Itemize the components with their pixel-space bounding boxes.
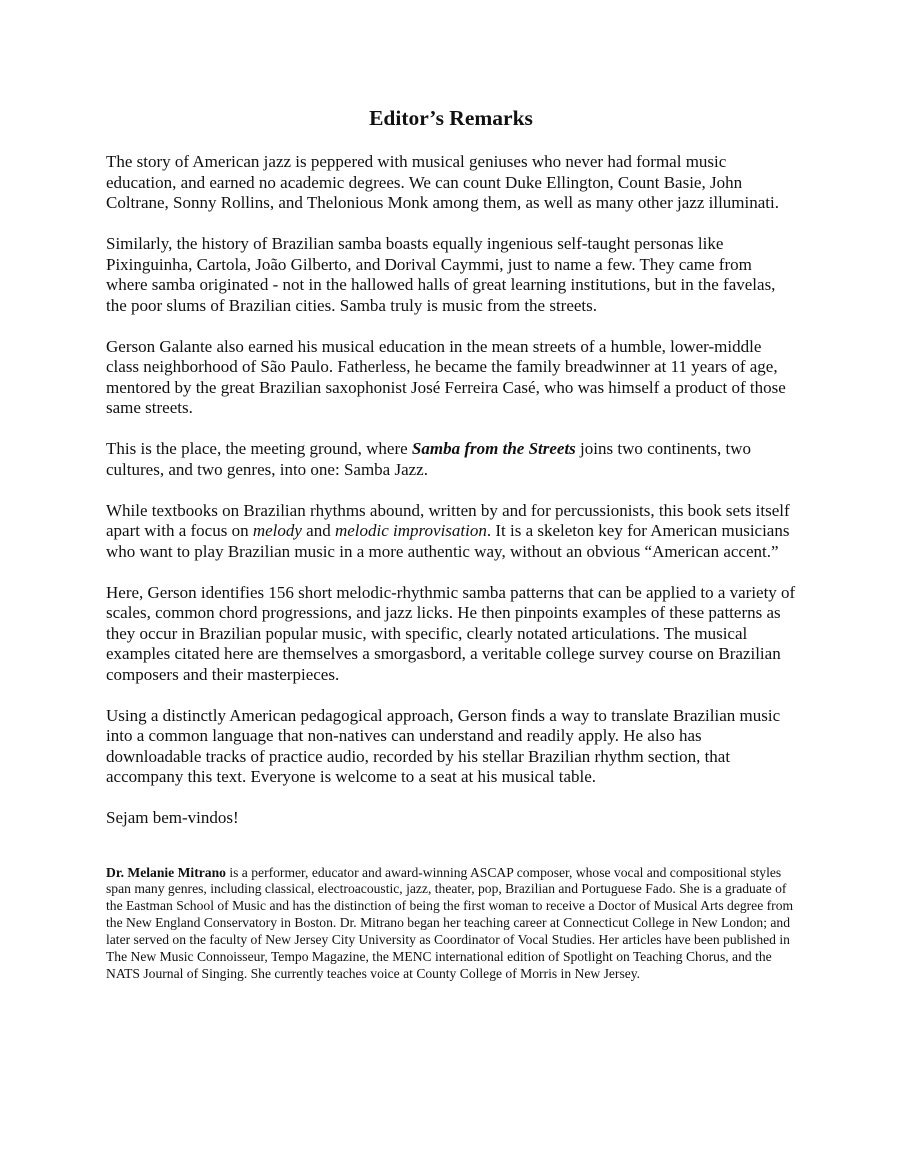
paragraph-pedagogical-approach: Using a distinctly American pedagogical approach, Gerson finds a way to translate Brazilian music into a common language that non-natives can understand and readily apply. He also has downloadable tracks of practice audio, recorded by his stellar Brazilian rhythm section, that accompany this text. Everyone is welcome to a seat at his musical table. bbox=[106, 705, 781, 786]
paragraph-text: This is the place, the meeting ground, where bbox=[106, 439, 412, 458]
emphasis-melody: melody bbox=[252, 521, 302, 540]
page-title: Editor’s Remarks bbox=[369, 106, 533, 130]
paragraph-welcome: Sejam bem-vindos! bbox=[106, 808, 239, 827]
paragraph-gerson-background: Gerson Galante also earned his musical education in the mean streets of a humble, lower-middle class neighborhood of São Paulo. Fatherless, he became the family breadwinner at 11 years of age, mentored by the great Brazilian saxophonist José Ferreira Casé, who was himself a product of those same streets. bbox=[106, 336, 786, 417]
book-title: Samba from the Streets bbox=[411, 439, 576, 458]
paragraph-text: joins two continents, two cultures, and two genres, into one: Samba Jazz. bbox=[106, 439, 751, 479]
paragraph-text: . It is a skeleton key for American musicians who want to play Brazilian music in a more authentic way, without an obvious “American accent.” bbox=[106, 521, 790, 561]
paragraph-jazz-geniuses: The story of American jazz is peppered with musical geniuses who never had formal music education, and earned no academic degrees. We can count Duke Ellington, Count Basie, John Coltrane, Sonny Rollins, and Thelonious Monk among them, as well as many other jazz illuminati. bbox=[106, 152, 779, 212]
document-page bbox=[106, 104, 796, 996]
paragraph-samba-history: Similarly, the history of Brazilian samba boasts equally ingenious self-taught personas like Pixinguinha, Cartola, João Gilberto, and Dorival Caymmi, just to name a few. They came from where samba originated - not in the hallowed halls of great learning institutions, but in the favelas, the poor slums of Brazilian cities. Samba truly is music from the streets. bbox=[106, 234, 776, 315]
paragraph-melody-focus bbox=[106, 501, 796, 563]
author-bio bbox=[106, 865, 796, 983]
author-bio-text: is a performer, educator and award-winning ASCAP composer, whose vocal and compositional styles span many genres, including classical, electroacoustic, jazz, theater, pop, Brazilian and Portuguese Fado. She is a graduate of the Eastman School of Music and has the distinction of being the first woman to receive a Doctor of Musical Arts degree from the New England Conservatory in Boston. Dr. Mitrano began her teaching career at Connecticut College in New London; and later served on the faculty of New Jersey City University as Coordinator of Vocal Studies. Her articles have been published in The New Music Connoisseur, Tempo Magazine, the MENC international edition of Spotlight on Teaching Chorus, and the NATS Journal of Singing. She currently teaches voice at County College of Morris in New Jersey. bbox=[106, 864, 794, 981]
paragraph-samba-patterns: Here, Gerson identifies 156 short melodic-rhythmic samba patterns that can be applied to a variety of scales, common chord progressions, and jazz licks. He then pinpoints examples of these patterns as they occur in Brazilian popular music, with specific, clearly notated articulations. The musical examples citated here are themselves a smorgasbord, a veritable college survey course on Brazilian composers and their masterpieces. bbox=[106, 582, 796, 684]
emphasis-melodic-improvisation: melodic improvisation bbox=[334, 521, 487, 540]
paragraph-text: While textbooks on Brazilian rhythms abound, written by and for percussionists, this book sets itself apart with a focus on bbox=[106, 500, 790, 540]
author-name: Dr. Melanie Mitrano bbox=[106, 864, 226, 880]
paragraph-text: and bbox=[301, 521, 335, 540]
paragraph-meeting-ground bbox=[106, 439, 796, 480]
